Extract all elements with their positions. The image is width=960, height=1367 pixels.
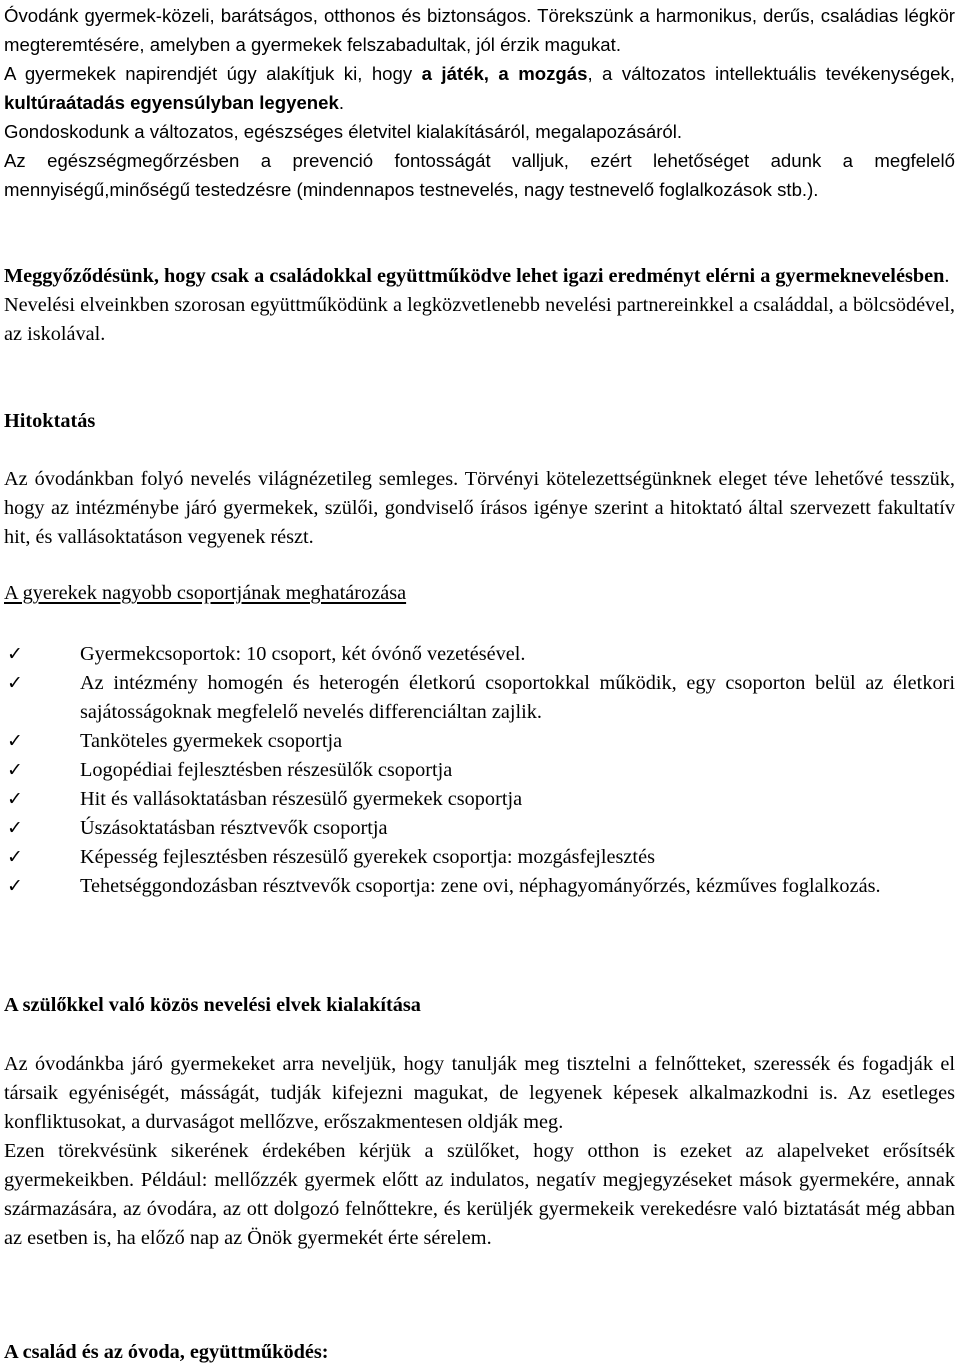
checkmark-icon: ✓: [7, 730, 23, 752]
list-item: [4, 727, 955, 756]
list-item: [4, 843, 955, 872]
intro-p2-bold: a játék, a mozgás: [421, 63, 588, 84]
checkmark-icon: ✓: [7, 788, 23, 810]
intro-section-serif: [4, 262, 955, 349]
szulok-heading: A szülőkkel való közös nevelési elvek kialakítása: [4, 994, 421, 1016]
list-item-text: Úszásoktatásban résztvevők csoportja: [80, 817, 388, 839]
checkmark-icon: ✓: [7, 875, 23, 897]
intro-paragraph-6: Nevelési elveinkben szorosan együttműködünk a legközvetlenebb nevelési partnereinkkel a családdal, a bölcsödével, az iskolával.: [4, 294, 955, 345]
intro-p5-bold: Meggyőződésünk, hogy csak a családokkal együttműködve lehet igazi eredményt elérni a gyermeknevelésben: [4, 265, 945, 287]
intro-paragraph-3: Gondoskodunk a változatos, egészséges életvitel kialakításáról, megalapozásáról.: [4, 121, 683, 142]
intro-p2-text: A gyermekek napirendjét úgy alakítjuk ki, hogy: [4, 63, 422, 84]
szulok-paragraph-2: Ezen törekvésünk sikerének érdekében kérjük a szülőket, hogy otthon is ezeket az alapelveket erősítsék gyermekeikben. Például: mellőzzék gyermek előtt az indulatos, negatív megjegyzéseket mások gyermekére, annak származására, az óvodára, az ott dolgozó felnőttekre, és kerüljék gyermekeik verekedésre való biztatását még abban az esetben is, ha előző nap az Önök gyermekét érte sérelem.: [4, 1140, 955, 1249]
intro-paragraph-1: Óvodánk gyermek-közeli, barátságos, otthonos és biztonságos. Törekszünk a harmonikus, derűs, családias légkör megteremtésére, amelyben a gyermekek felszabadultak, jól érzik magukat.: [4, 5, 955, 55]
list-item: [4, 669, 955, 727]
checkmark-icon: ✓: [7, 817, 23, 839]
list-item: [4, 872, 955, 901]
checkmark-icon: ✓: [7, 672, 23, 694]
csoport-list: [4, 640, 955, 901]
checkmark-icon: ✓: [7, 846, 23, 868]
csoport-heading-text: A gyerekek nagyobb csoportjának meghatározása: [4, 582, 407, 604]
list-item-text: Tanköteles gyermekek csoportja: [80, 730, 343, 752]
intro-paragraph-2: [4, 59, 955, 117]
intro-p2-mid: , a változatos intellektuális tevékenységek,: [587, 63, 955, 84]
checkmark-icon: ✓: [7, 759, 23, 781]
intro-paragraph-4: Az egészségmegőrzésben a prevenció fontosságát valljuk, ezért lehetőséget adunk a megfelelő mennyiségű,minőségű testedzésre (mindennapos testnevelés, nagy testnevelő foglalkozások stb.).: [4, 150, 955, 200]
szulok-section: [4, 1050, 955, 1253]
intro-p2-end: .: [338, 92, 344, 113]
list-item-text: Hit és vallásoktatásban részesülő gyermekek csoportja: [80, 788, 523, 810]
list-item: [4, 640, 955, 669]
list-item: [4, 785, 955, 814]
list-item-text: Tehetséggondozásban résztvevők csoportja: zene ovi, néphagyományőrzés, kézműves foglalkozás.: [80, 875, 881, 897]
list-item: [4, 756, 955, 785]
csoport-heading: [4, 579, 955, 608]
intro-p2-bold-2: kultúraátadás egyensúlyban legyenek: [4, 92, 339, 113]
list-item: [4, 814, 955, 843]
intro-paragraph-5: [4, 262, 955, 291]
list-item-text: Képesség fejlesztésben részesülő gyerekek csoportja: mozgásfejlesztés: [80, 846, 655, 868]
checkmark-icon: ✓: [7, 643, 23, 665]
list-item-text: Az intézmény homogén és heterogén életkorú csoportokkal működik, egy csoporton belül az életkori sajátosságoknak megfelelő nevelés differenciáltan zajlik.: [80, 672, 955, 723]
hitoktatas-heading: Hitoktatás: [4, 410, 96, 432]
list-item-text: Logopédiai fejlesztésben részesülők csoportja: [80, 759, 453, 781]
list-item-text: Gyermekcsoportok: 10 csoport, két óvónő vezetésével.: [80, 643, 526, 665]
intro-section: [4, 1, 955, 204]
intro-p5-end: .: [944, 265, 950, 287]
csalad-heading: A család és az óvoda, együttműködés:: [4, 1341, 329, 1363]
szulok-paragraph-1: Az óvodánkba járó gyermekeket arra neveljük, hogy tanulják meg tisztelni a felnőtteket, szeressék és fogadják el társaik egyéniségét, másságát, tudják kifejezni magukat, de legyenek képesek alkalmazkodni is. Az esetleges konfliktusokat, a durvaságot mellőzve, erőszakmentesen oldják meg.: [4, 1053, 955, 1133]
hitoktatas-text: Az óvodánkban folyó nevelés világnézetileg semleges. Törvényi kötelezettségünknek eleget téve lehetővé tesszük, hogy az intézménybe járó gyermekek, szülői, gondviselő írásos igénye szerint a hitoktató által szervezett fakultatív hit, és vallásoktatáson vegyenek részt.: [4, 468, 955, 548]
